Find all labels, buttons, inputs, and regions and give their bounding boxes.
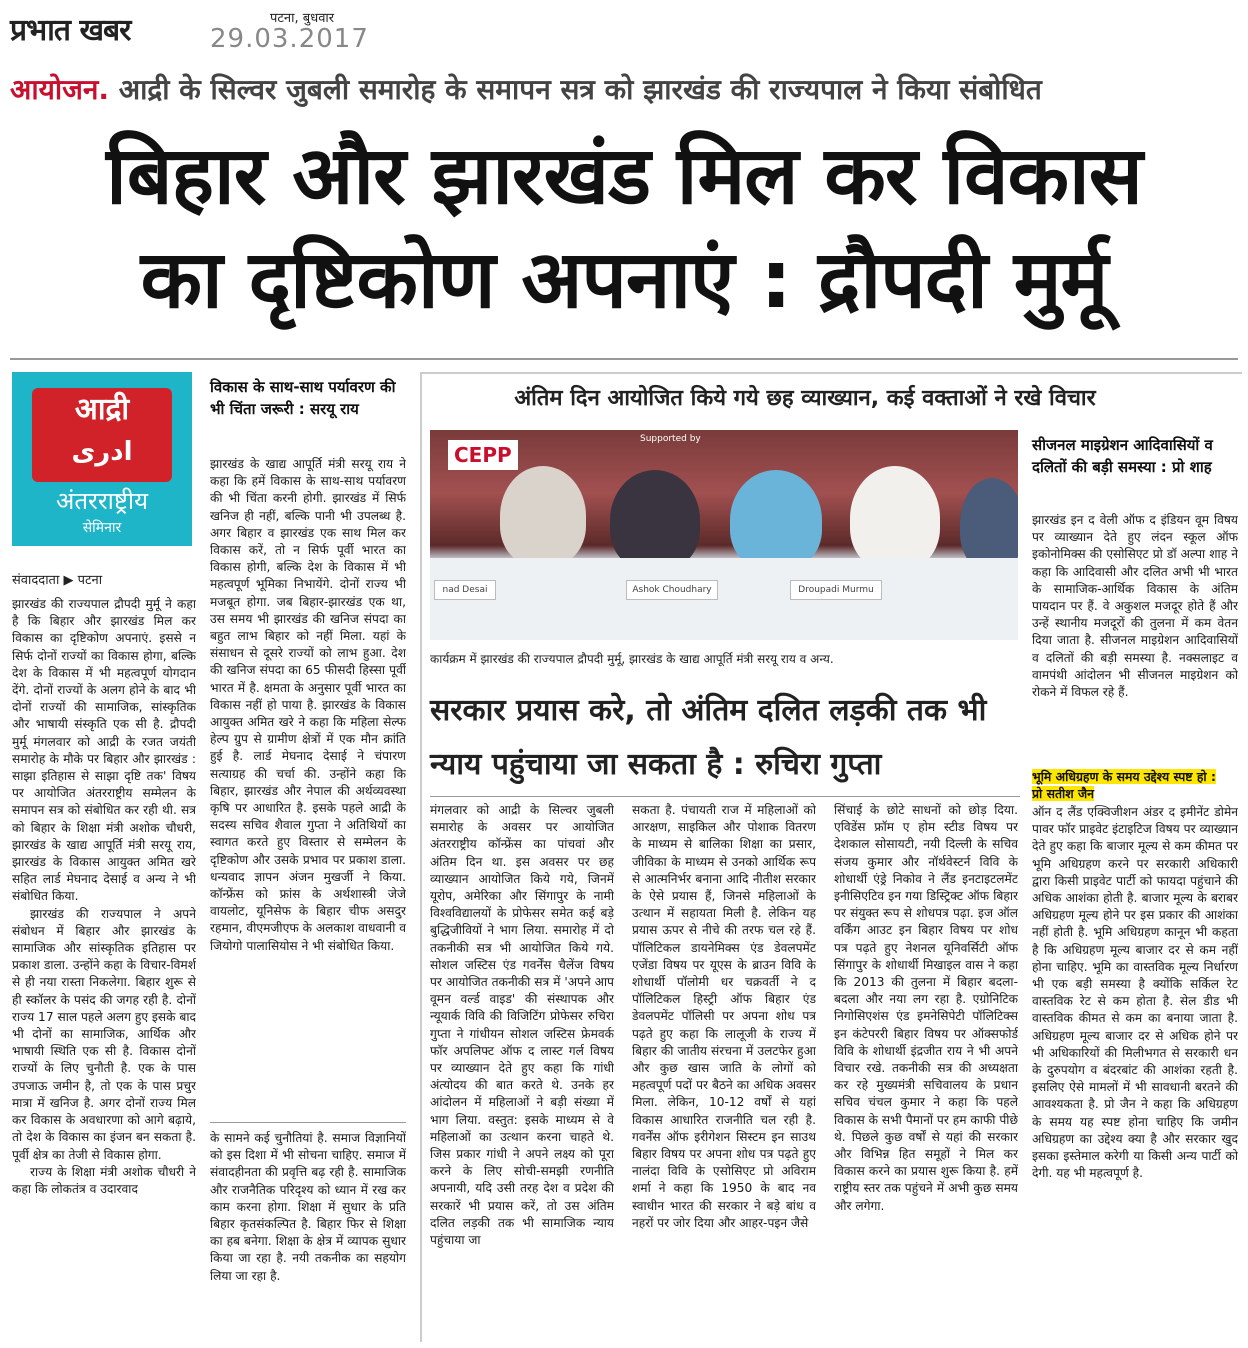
divider (10, 358, 1238, 360)
byline: संवाददाता ▶ पटना (12, 573, 103, 588)
divider (210, 1122, 406, 1123)
side-story-body: झारखंड के खाद्य आपूर्ति मंत्री सरयू राय ने कहा कि हमें विकास के साथ-साथ पर्यावरण की भी चिंता करनी होगी. झारखंड में सिर्फ खनिज ही नहीं, बल्कि पानी भी उपलब्ध है. अगर बिहार व झारखंड एक साथ मिल कर विकास करें, तो न सिर्फ पूर्वी भारत का विकास होगी, बल्कि देश के विकास में भी महत्वपूर्ण भूमिका निभायेंगे. दोनों राज्य भी मजबूत होगा. जब बिहार-झारखंड एक था, उस समय भी झारखंड की खनिज संपदा का बहुत लाभ बिहार को नहीं मिला. यहां के संसाधन से दूसरे राज्यों को लाभ हुआ. देश की खनिज संपदा का 65 फीसदी हिस्सा पूर्वी भारत में है. क्षमता के अनुसार पूर्वी भारत का विकास नहीं हो पाया है. झारखंड के विकास आयुक्त अमित खरे ने कहा कि महिला सेल्फ हेल्प ग्रुप से ग्रामीण क्षेत्रों में एक मौन क्रांति हुई है. लार्ड मेघनाद देसाई ने चंपारण सत्याग्रह की चर्चा की. उन्होंने कहा कि बिहार, झारखंड और नेपाल की अर्थव्यवस्था कृषि पर आधारित है. इसके पहले आद्री के सदस्य सचिव शैवाल गुप्ता ने अतिथियों का स्वागत करते हुए विस्तार से सम्मेलन के दृष्टिकोण और उसके प्रभाव पर प्रकाश डाला. धन्यवाद ज्ञापन अंजन मुखर्जी ने किया. कॉन्फ्रेंस को फ्रांस के अर्थशास्त्री जेजे वायलोट, यूनिसेफ के बिहार चीफ असदुर रहमान, वीएमजीएफ के अलकाश वाधवानी व जियोगो पालासियोस ने भी संबोधित किया. (210, 457, 406, 953)
main-story-p3: राज्य के शिक्षा मंत्री अशोक चौधरी ने कहा कि लोकतंत्र व उदारवाद (12, 1164, 196, 1196)
adri-word-hindi: आद्री (74, 392, 130, 427)
headline-line-1: बिहार और झारखंड मिल कर विकास (106, 129, 1142, 222)
main-story-continued: के सामने कई चुनौतियां है. समाज विज्ञानियों को इस दिशा में भी सोचना चाहिए. समाज में संवादहीनता की प्रवृत्ति बढ़ रही है. सामाजिक और राजनैतिक परिदृश्य को ध्यान में रख कर काम करना होगा. शिक्षा में सुधार के प्रति बिहार कृतसंकल्पित है. बिहार फिर से शिक्षा का हब बनेगा. शिक्षा के क्षेत्र में व्यापक सुधार किया जा रहा है. नयी तकनीक का सहयोग लिया जा रहा है. (210, 1131, 406, 1283)
land-acquisition-body: ऑन द लैंड एक्विजीशन अंडर द इमीनेंट डोमेन पावर फॉर प्राइवेट इंटाइटिज विषय पर व्याख्यान देते हुए कहा कि बाजार मूल्य से कम कीमत पर भूमि अधिग्रहण करने पर सरकारी अधिकारी द्वारा किसी प्राइवेट पार्टी को फायदा पहुंचाने की अधिक आशंका होती है. बाजार मूल्य के बराबर अधिग्रहण मूल्य होने पर इस प्रकार की आशंका नहीं होती है. भूमि अधिग्रहण कानून भी कहता है कि अधिग्रहण मूल्य बाजार दर से कम नहीं होना चाहिए. भूमि का वास्तविक मूल्य निर्धारण भी एक बड़ी समस्या है क्योंकि सर्किल रेट वास्तविक रेट से कम होता है. सेल डीड भी वास्तविक कीमत से कम का बनाया जाता है. अधिग्रहण मूल्य बाजार दर से अधिक होने पर भी अधिकारियों की मिलीभगत से सरकारी धन के दुरुपयोग व बंदरबांट की आशंका रहती है. इसलिए ऐसे मामलों में भी सावधानी बरतने की आवश्यकता है. प्रो जैन ने कहा कि अधिग्रहण के समय यह स्पष्ट होना चाहिए कि जमीन अधिग्रहण का उद्देश्य क्या है और सरकार खुद इसका इस्तेमाल करेगी या किसी अन्य पार्टी को देगी. यह भी महत्वपूर्ण है. (1032, 805, 1238, 1181)
main-story-p1: झारखंड की राज्यपाल द्रौपदी मुर्मू ने कहा है कि बिहार और झारखंड मिल कर विकास का दृष्टिकोण अपनाएं. इससे न सिर्फ दोनों राज्यों का विकास होगा, बल्कि देश के विकास में भी महत्वपूर्ण योगदान देंगे. दोनों राज्यों के अलग होने के बाद भी दोनों राज्यों की सामाजिक, सांस्कृतिक और भाषायी संस्कृति एक सी है. द्रौपदी मुर्मू मंगलवार को आद्री के रजत जयंती समारोह के मौके पर बिहार और झारखंड : साझा इतिहास से साझा दृष्टि तक' विषय पर आयोजित अंतरराष्ट्रीय सम्मेलन के समापन सत्र को संबोधित कर रही थी. सत्र को बिहार के शिक्षा मंत्री अशोक चौधरी, झारखंड के खाद्य आपूर्ति मंत्री सरयू राय, झारखंड के विकास आयुक्त अमित खरे सहित लार्ड मेघनाद देसाई व अन्य ने भी संबोधित किया. (12, 597, 196, 904)
speaker-figure (500, 466, 586, 566)
panel-title: अंतिम दिन आयोजित किये गये छह व्याख्यान, कई वक्ताओं ने रखे विचार (514, 386, 1096, 411)
right-story-title: सीजनल माइग्रेशन आदिवासियों व दलितों की बड़ी समस्या : प्रो शाह (1032, 436, 1213, 476)
nameplate: Droupadi Murmu (790, 580, 882, 600)
photo-banner-text: CEPP (448, 440, 518, 470)
right-story-body: झारखंड इन द वेली ऑफ द इंडियन वूम विषय पर व्याख्यान देते हुए लंदन स्कूल ऑफ इकोनोमिक्स की एसोसिएट प्रो डॉ अल्पा शाह ने कहा कि आदिवासी और दलित अभी भी भारत के सामाजिक-आर्थिक विकास के अंतिम पायदान पर हैं. वे अकुशल मजदूर होते हैं और उन्हें स्थानीय मजदूरों की तुलना में कम वेतन दिया जाता है. सीजनल माइग्रेशन आदिवासियों व दलितों की बड़ी समस्या है. नक्सलाइट व वामपंथी आंदोलन भी सीजनल माइग्रेशन को रोकने में विफल रहे हैं. (1032, 513, 1238, 700)
main-story (12, 596, 196, 1340)
nameplate: nad Desai (434, 580, 496, 600)
adri-logo-mark (32, 388, 172, 482)
newspaper-logo: प्रभात खबर (10, 13, 131, 48)
photo-caption: कार्यक्रम में झारखंड की राज्यपाल द्रौपदी मुर्मू, झारखंड के खाद्य आपूर्ति मंत्री सरयू राय व अन्य. (430, 652, 834, 666)
speaker-figure (610, 470, 700, 570)
masthead (10, 8, 1240, 54)
dateline-city: पटना, बुधवार (270, 11, 335, 26)
quote-headline: सरकार प्रयास करे, तो अंतिम दलित लड़की तक भी न्याय पहुंचाया जा सकता है : रुचिरा गुप्ता (430, 693, 987, 782)
main-headline (10, 124, 1238, 332)
main-story-p2: झारखंड की राज्यपाल ने अपने संबोधन में बिहार और झारखंड के सामाजिक और सांस्कृतिक इतिहास पर प्रकाश डाला. उन्होंने कहा के विचार-विमर्श से ही नया रास्ता निकलेगा. बिहार शुरू से ही स्कॉलर के पसंद की जगह रही है. दोनों राज्य 17 साल पहले अलग हुए इसके बाद भी दोनों का सामाजिक, आर्थिक और भाषायी स्थिति एक सी है. विकास दोनों राज्यों के लिए चुनौती है. एक के पास उपजाऊ जमीन है, तो एक के पास प्रचुर मात्रा में खनिज है. अगर दोनों राज्य मिल कर विकास के अवधारणा को आगे बढ़ाये, तो देश के विकास का इंजन बन सकता है. पूर्वी क्षेत्र का तेजी से विकास होगा. (12, 906, 196, 1162)
nameplate: Ashok Choudhary (626, 580, 718, 600)
divider (430, 796, 1020, 797)
edition-date: 29.03.2017 (210, 24, 369, 54)
panel-col-3: सिंचाई के छोटे साधनों को छोड़ दिया. एविडेंस फ्रॉम ए होम स्टीड विषय पर देशकाल सोसायटी, नयी दिल्ली के सचिव संजय कुमार और नॉर्थवेस्टर्न विवि के शोधार्थी एंड्रे निकोव ने लैंड इनटाइटलमेंट इनीसिएटिव इन गया डिस्ट्रिक्ट ऑफ बिहार पर संयुक्त रूप से शोधपत्र पढ़ा. इज ऑल वर्किंग आउट इन बिहार विषय पर शोध पत्र पढ़ते हुए नेशनल यूनिवर्सिटी ऑफ सिंगापुर के शोधार्थी मिखाइल वास ने कहा कि 2013 की तुलना में बिहार बदला-बदला और नया लग रहा है. एग्रोनिटिक निगोसिएशंस एंड इमनेसिपेटी पॉलिटिक्स इन कंटेपररी बिहार विषय पर ऑक्सफोर्ड विवि के शोधार्थी इंद्रजीत राय ने भी अपने विचार रखे. तकनीकी सत्र की अध्यक्षता कर रहे मुख्यमंत्री सचिवालय के प्रधान सचिव चंचल कुमार ने कहा कि पहले विकास के सभी पैमानों पर हम काफी पीछे थे. पिछले कुछ वर्षों से यहां की सरकार और विभिन्न हित समूहों ने मिल कर विकास करने का प्रयास शुरू किया है. हमें राष्ट्रीय स्तर तक पहुंचने में अभी कुछ समय और लगेगा. (834, 803, 1018, 1213)
speaker-figure (730, 470, 822, 570)
seminar-logo (12, 372, 192, 546)
event-photo (430, 430, 1018, 640)
kicker-text: आद्री के सिल्वर जुबली समारोह के समापन सत्र को झारखंड की राज्यपाल ने किया संबोधित (109, 73, 1042, 106)
side-story-title: विकास के साथ-साथ पर्यावरण की भी चिंता जरूरी : सरयू राय (210, 378, 396, 418)
speaker-figure (960, 478, 1018, 570)
adri-word-urdu: ادری (71, 437, 133, 467)
kicker-lead: आयोजन. (10, 73, 110, 106)
speaker-figure (850, 466, 940, 570)
seminar-logo-line1: अंतरराष्ट्रीय (55, 487, 149, 515)
land-acquisition-subhead (1032, 768, 1216, 802)
seminar-logo-line2: सेमिनार (82, 520, 122, 536)
photo-supported-by: Supported by (640, 434, 701, 444)
panel-col-2: सकता है. पंचायती राज में महिलाओं को आरक्षण, साइकिल और पोशाक वितरण के माध्यम से बालिका शिक्षा का प्रसार, जीविका के माध्यम से उनको आर्थिक रूप से आत्मनिर्भर बनाना आदि नीतीश सरकार के ऐसे प्रयास हैं, जिनसे महिलाओं के उत्थान में सहायता मिली है. लेकिन यह प्रयास ऊपर से नीचे की तरफ चल रहे हैं. पॉलिटिकल डायनेमिक्स एंड डेवलपमेंट एजेंडा विषय पर यूएस के ब्राउन विवि के शोधार्थी पॉलोमी धर चक्रवर्ती ने द पॉलिटिकल हिस्ट्री ऑफ बिहार एंड डेवलपमेंट पॉलिसी पर अपना शोध पत्र पढ़ते हुए कहा कि लालूजी के राज्य में बिहार की जातीय संरचना में उलटफेर हुआ और कुछ खास जाति के लोगों को महत्वपूर्ण पदों पर बैठने का अधिक अवसर मिला. लेकिन, 10-12 वर्षों से यहां विकास आधारित राजनीति चल रही है. गवर्नेंस ऑफ इरीगेशन सिस्टम इन साउथ बिहार विषय पर अपना शोध पत्र पढ़ते हुए नालंदा विवि के एसोसिएट प्रो अविराम शर्मा ने कहा कि 1950 के बाद नव स्वाधीन भारत की सरकार ने बड़े बांध व नहरों पर जोर दिया और आहर-पइन जैसे (632, 803, 816, 1230)
headline-line-2: का दृष्टिकोण अपनाएं : द्रौपदी मुर्मू (140, 233, 1108, 326)
land-acquisition-subhead-text: भूमि अधिग्रहण के समय उद्देश्य स्पष्ट हो : प्रो सतीश जैन (1032, 769, 1216, 801)
panel-col-1: मंगलवार को आद्री के सिल्वर जुबली समारोह के अवसर पर आयोजित अंतरराष्ट्रीय कॉन्फ्रेंस का पांचवां और अंतिम दिन था. इस अवसर पर छह व्याख्यान आयोजित किये गये, जिनमें यूरोप, अमेरिका और सिंगापुर के नामी विश्वविद्यालयों के प्रोफेसर समेत कई बड़े बुद्धिजीवियों ने भाग लिया. समारोह में दो तकनीकी सत्र भी आयोजित किये गये. सोशल जस्टिस एंड गवर्नेंस चैलेंज विषय पर आयोजित तकनीकी सत्र में 'अपने आप वूमन वर्ल्ड वाइड' की संस्थापक और न्यूयार्क विवि की विजिटिंग प्रोफेसर रुचिरा गुप्ता ने गांधीयन सोशल जस्टिस फ्रेमवर्क फॉर अपलिफ्ट ऑफ द लास्ट गर्ल विषय पर व्याख्यान देते हुए कहा कि गांधी अंत्योदय की बात करते थे. उनके हर आंदोलन में महिलाओं ने बड़ी संख्या में भाग लिया. वस्तुत: इसके माध्यम से वे महिलाओं का उत्थान करना चाहते थे. जिस प्रकार गांधी ने अपने लक्ष्य को पूरा करने के लिए सोची-समझी रणनीति अपनायी, यदि उसी तरह देश व प्रदेश की सरकारें भी प्रयास करें, तो उस अंतिम दलित लड़की तक भी सामाजिक न्याय पहुंचाया जा (430, 803, 614, 1248)
conference-table (430, 558, 1018, 640)
kicker (10, 70, 1238, 108)
